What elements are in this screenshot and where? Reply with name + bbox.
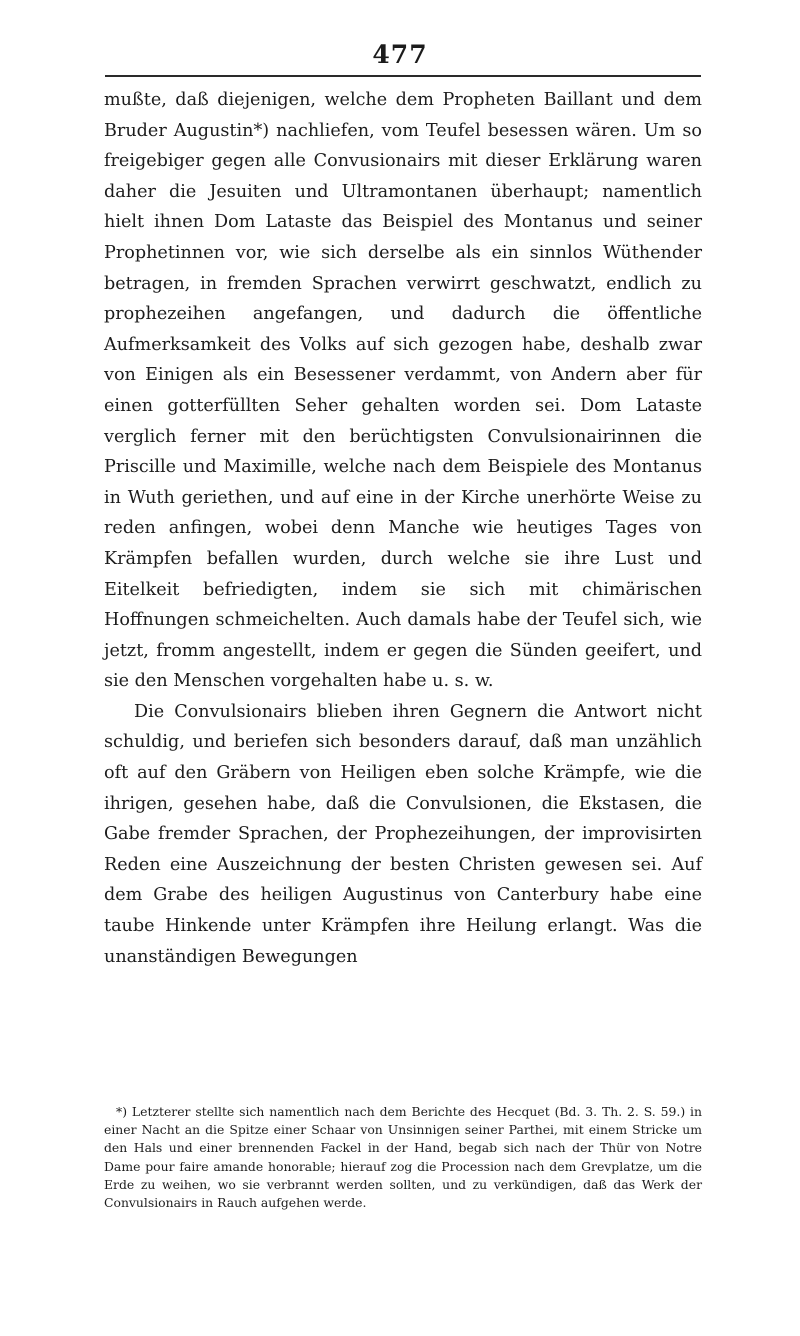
- main-text: [104, 85, 702, 972]
- page-number: 477: [372, 40, 428, 69]
- footnote: [104, 1103, 702, 1212]
- paragraph: Die Convulsionairs blieben ihren Gegnern die Antwort nicht schuldig, und beriefen sich besonders darauf, daß man unzählich oft auf den Gräbern von Heiligen eben solche Krämpfe, wie die ihrigen, gesehen habe, daß die Convulsionen, die Ekstasen, die Gabe fremder Sprachen, der Prophezeihungen, der improvisirten Reden eine Auszeichnung der besten Christen gewesen sei. Auf dem Grabe des heiligen Augustinus von Canterbury habe eine taube Hinkende unter Krämpfen ihre Heilung erlangt. Was die unanständigen Bewegungen: [104, 701, 702, 967]
- header-rule: [105, 75, 701, 77]
- footnote-text: *) Letzterer stellte sich namentlich nach dem Berichte des Hecquet (Bd. 3. Th. 2. S. 59.) in einer Nacht an die Spitze einer Schaar von Unsinnigen seiner Parthei, mit einem Stricke um den Hals und einer brennenden Fackel in der Hand, begab sich nach der Thür von Notre Dame pour faire amande honorable; hierauf zog die Procession nach dem Grevplatze, um die Erde zu weihen, wo sie verbrannt werden sollten, und zu verkündigen, daß das Werk der Convulsionairs in Rauch aufgehen werde.: [104, 1104, 702, 1211]
- paragraph: mußte, daß diejenigen, welche dem Propheten Baillant und dem Bruder Augustin*) nachliefen, vom Teufel besessen wären. Um so freigebiger gegen alle Convusionairs mit dieser Erklärung waren daher die Jesuiten und Ultramontanen überhaupt; namentlich hielt ihnen Dom Lataste das Beispiel des Montanus und seiner Prophetinnen vor, wie sich derselbe als ein sinnlos Wüthender betragen, in fremden Sprachen verwirrt geschwatzt, endlich zu prophezeihen angefangen, und dadurch die öffentliche Aufmerksamkeit des Volks auf sich gezogen habe, deshalb zwar von Einigen als ein Besessener verdammt, von Andern aber für einen gotterfüllten Seher gehalten worden sei. Dom Lataste verglich ferner mit den berüchtigsten Convulsionairinnen die Priscille und Maximille, welche nach dem Beispiele des Montanus in Wuth geriethen, und auf eine in der Kirche unerhörte Weise zu reden anfingen, wobei denn Manche wie heutiges Tages von Krämpfen befallen wurden, durch welche sie ihre Lust und Eitelkeit befriedigten, indem sie sich mit chimärischen Hoffnungen schmeichelten. Auch damals habe der Teufel sich, wie jetzt, fromm angestellt, indem er gegen die Sünden geeifert, und sie den Menschen vorgehalten habe u. s. w.: [104, 90, 702, 692]
